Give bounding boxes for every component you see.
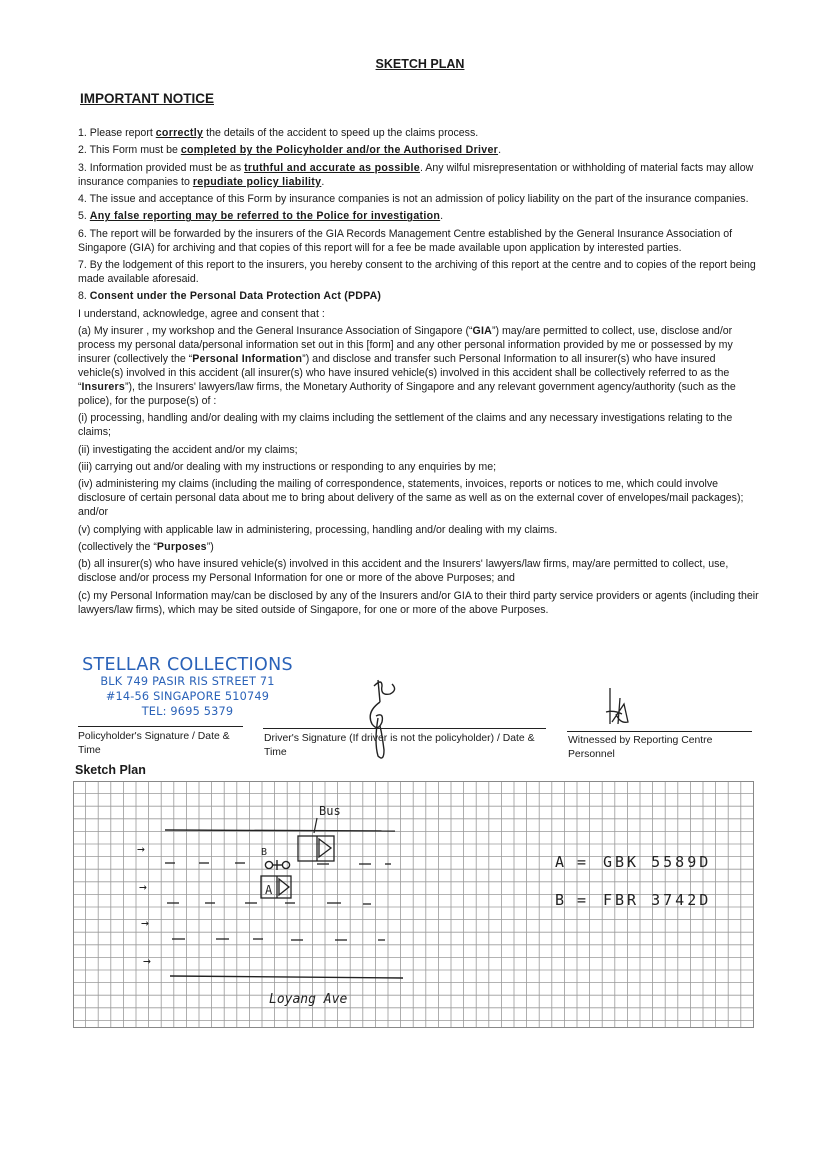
road-name: Loyang Ave — [269, 992, 348, 1007]
stamp-company-name: STELLAR COLLECTIONS — [82, 655, 293, 675]
text: 2. This Form must be — [78, 144, 181, 157]
text: ”) — [206, 541, 214, 554]
lane-arrow-icon: → — [143, 954, 151, 969]
text: ”) and disclose and transfer such Personal Information to all insurer(s) who have insured vehicle(s) involved in this accident (all insurer(s) who have insured vehicle(s) involved in this accident shall be collectively referred to as the “ — [78, 353, 730, 394]
stamp-telephone: TEL: 9695 5379 — [141, 704, 234, 718]
company-stamp — [80, 656, 295, 719]
lane-divider-3 — [172, 939, 385, 940]
vehicle-a-label: A — [265, 883, 273, 897]
bus-icon — [298, 836, 334, 861]
sketch-drawing — [73, 781, 754, 1028]
motorcycle-icon — [265, 860, 289, 870]
legend-plate-a: GBK 5589D — [603, 853, 712, 871]
purpose-item: (v) complying with applicable law in administering, processing, handling and/or dealing with my claims. — [78, 523, 558, 536]
notice-item-4: 4. The issue and acceptance of this Form by insurance companies is not an admission of policy liability on the part of the insurance companies. — [78, 193, 749, 206]
purposes-definition — [78, 541, 763, 555]
legend-plate-b: FBR 3742D — [603, 891, 712, 909]
policyholder-signature-line — [78, 726, 243, 727]
text: . — [498, 144, 502, 157]
notice-item-3 — [78, 162, 763, 190]
notice-item-5 — [78, 210, 763, 224]
emphasis: Purposes — [156, 541, 207, 554]
stamp-address-line-1: BLK 749 PASIR RIS STREET 71 — [100, 675, 275, 689]
text: 8. — [78, 290, 90, 303]
emphasis: completed by the Policyholder and/or the Authorised Driver — [180, 144, 499, 157]
text: 3. Information provided must be as — [78, 161, 245, 174]
witness-signature-label: Witnessed by Reporting Centre Personnel — [568, 735, 713, 760]
notice-item-8 — [78, 290, 763, 304]
lane-divider-1 — [165, 863, 391, 864]
sketch-plan-heading: Sketch Plan — [75, 763, 146, 777]
legend-key-a: A = — [555, 853, 589, 871]
consent-intro: I understand, acknowledge, agree and consent that : — [78, 307, 325, 320]
emphasis: Any false reporting may be referred to the Police for investigation — [89, 210, 441, 223]
emphasis: Consent under the Personal Data Protection Act (PDPA) — [89, 290, 382, 303]
stamp-address-line-2: #14-56 SINGAPORE 510749 — [105, 689, 270, 703]
emphasis: repudiate policy liability — [192, 175, 322, 188]
clause-b: (b) all insurer(s) who have insured vehicle(s) involved in this accident and the Insurers' lawyers/law firms, may/are permitted to collect, use, disclose and/or process my Personal Information for one or more of the above Purposes; and — [78, 558, 729, 585]
witness-signature-line — [567, 731, 752, 732]
page-title: SKETCH PLAN — [375, 57, 465, 71]
road-edge-bottom — [170, 976, 403, 978]
text: ”), the Insurers' lawyers/law firms, the Monetary Authority of Singapore and any relevant government agency/authority (such as the police), for the purpose(s) of : — [78, 381, 736, 407]
lane-arrow-icon: → — [139, 880, 147, 895]
policyholder-signature-label: Policyholder's Signature / Date & Time — [78, 731, 230, 756]
purpose-item: (iii) carrying out and/or dealing with my instructions or responding to any enquiries by me; — [78, 461, 497, 474]
lane-divider-2 — [167, 903, 371, 904]
bus-label: Bus — [319, 804, 341, 818]
text: . — [321, 175, 325, 188]
clause-c: (c) my Personal Information may/can be disclosed by any of the Insurers and/or GIA to their third party service providers or agents (including their lawyers/law firms), which may be sited outside of Singapore, for one or more of the above Purposes. — [78, 589, 759, 616]
notice-item-7: 7. By the lodgement of this report to the insurers, you hereby consent to the archiving of this report at the centre and to copies of the report being made available aforesaid. — [78, 259, 756, 286]
notice-body — [78, 127, 763, 621]
text: 5. — [78, 210, 90, 223]
purpose-item: (i) processing, handling and/or dealing with my claims including the settlement of the claims and any necessary investigations relating to the claims; — [78, 412, 733, 439]
witness-signature — [598, 684, 638, 728]
clause-a — [78, 325, 763, 409]
legend-key-b: B = — [555, 891, 589, 909]
text: . — [440, 210, 444, 223]
emphasis: truthful and accurate as possible — [244, 161, 420, 174]
driver-signature-label: Driver's Signature (If driver is not the policyholder) / Date & Time — [264, 733, 535, 758]
sketch-grid[interactable] — [73, 781, 754, 1028]
emphasis: Insurers — [81, 381, 125, 394]
text: (collectively the “ — [78, 541, 157, 554]
purpose-item: (iv) administering my claims (including the mailing of correspondence, statements, invoices, reports or notices to me, which could involve disclosure of certain personal data about me to bring about delivery of the same as well as on the external cover of envelopes/mail packages); and/or — [78, 478, 744, 519]
text: the details of the accident to speed up the claims process. — [203, 127, 479, 139]
emphasis: correctly — [155, 127, 204, 139]
emphasis: Personal Information — [192, 353, 303, 366]
emphasis: GIA — [472, 325, 492, 338]
notice-item-2 — [78, 144, 763, 158]
vehicle-b-label: B — [261, 847, 268, 858]
notice-item-6: 6. The report will be forwarded by the insurers of the GIA Records Management Centre established by the General Insurance Association of Singapore (GIA) for archiving and that copies of this report will for a fee be made available upon application by interested parties. — [78, 227, 733, 254]
lane-arrow-icon: → — [141, 916, 149, 931]
text: . Any wilful misrepresentation or withholding of material facts may allow insurance companies to — [78, 161, 754, 188]
notice-item-1 — [78, 127, 763, 141]
lane-arrow-icon: → — [137, 842, 145, 857]
driver-signature-line — [263, 728, 546, 729]
purpose-item: (ii) investigating the accident and/or my claims; — [78, 443, 298, 456]
text: ”) may/are permitted to collect, use, disclose and/or process my personal data/personal information set out in this [form] and any other personal information provided by me or possessed by my insurer (collectively the “ — [78, 325, 733, 366]
road-edge-top — [165, 830, 395, 831]
text: 1. Please report — [78, 127, 156, 139]
notice-heading: IMPORTANT NOTICE — [80, 91, 214, 106]
text: (a) My insurer , my workshop and the General Insurance Association of Singapore (“ — [78, 325, 473, 338]
